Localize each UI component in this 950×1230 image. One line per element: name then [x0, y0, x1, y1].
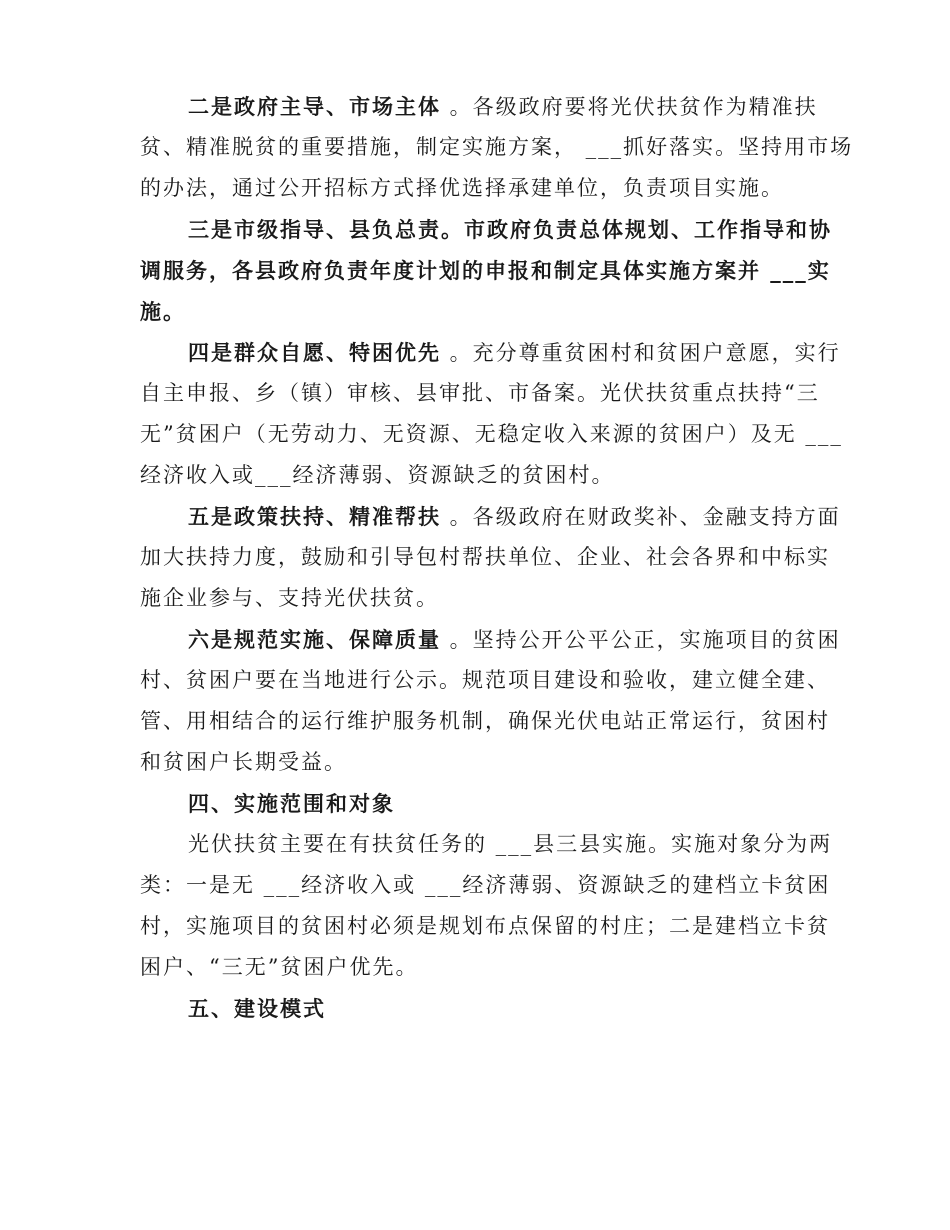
- paragraph-text: 。各级政府要将光伏扶贫作为精准扶: [441, 95, 818, 119]
- text-line: 管、用相结合的运行维护服务机制，确保光伏电站正常运行，贫困村: [140, 709, 830, 733]
- paragraph-text: 。坚持公开公平公正，实施项目的贫困: [441, 628, 841, 652]
- text-line: 调服务，各县政府负责年度计划的申报和制定具体实施方案并 ___实: [140, 258, 831, 283]
- text-line: 无”贫困户（无劳动力、无资源、无稳定收入来源的贫困户）及无 ___: [140, 422, 843, 446]
- text-line: 三是市级指导、县负总责。市政府负责总体规划、工作指导和协: [188, 217, 832, 242]
- paragraph-quality-assurance: [140, 619, 841, 783]
- text-line: 自主申报、乡（镇）审核、县审批、市备案。光伏扶贫重点扶持“三: [140, 381, 820, 405]
- text-line: 贫、精准脱贫的重要措施，制定实施方案， ___抓好落实。坚持用市场: [140, 135, 854, 159]
- text-line: 经济收入或___经济薄弱、资源缺乏的贫困村。: [140, 463, 615, 487]
- paragraph-lead: 四是群众自愿、特困优先: [188, 340, 441, 365]
- paragraph-voluntary-priority: [140, 332, 843, 496]
- paragraph-scope: [140, 824, 833, 988]
- text-line: 的办法，通过公开招标方式择优选择承建单位，负责项目实施。: [140, 176, 784, 200]
- paragraph-text: 。充分尊重贫困村和贫困户意愿，实行: [441, 341, 841, 365]
- text-line: 困户、“三无”贫困户优先。: [140, 955, 419, 979]
- text-line: [140, 86, 818, 127]
- paragraph-lead: 二是政府主导、市场主体: [188, 94, 441, 119]
- text-line: [140, 496, 841, 537]
- section-heading-scope: 四、实施范围和对象: [188, 791, 395, 816]
- text-line: [140, 332, 841, 373]
- text-line: 和贫困户长期受益。: [140, 750, 347, 774]
- text-line: 加大扶持力度，鼓励和引导包村帮扶单位、企业、社会各界和中标实: [140, 545, 830, 569]
- paragraph-policy-support: [140, 496, 841, 619]
- text-line: 施。: [140, 299, 186, 324]
- paragraph-lead: 五是政策扶持、精准帮扶: [188, 504, 441, 529]
- text-line: 村，实施项目的贫困村必须是规划布点保留的村庄；二是建档立卡贫: [140, 914, 830, 938]
- paragraph-city-guidance: [140, 209, 832, 332]
- paragraph-text: 。各级政府在财政奖补、金融支持方面: [441, 505, 841, 529]
- paragraph-lead: 六是规范实施、保障质量: [188, 627, 441, 652]
- text-line: 村、贫困户要在当地进行公示。规范项目建设和验收，建立健全建、: [140, 668, 830, 692]
- paragraph-gov-led: [140, 86, 854, 209]
- document-page: [140, 86, 854, 1029]
- text-line: 类：一是无 ___经济收入或 ___经济薄弱、资源缺乏的建档立卡贫困: [140, 873, 831, 897]
- section-heading-build-mode: 五、建设模式: [188, 996, 326, 1021]
- text-line: [140, 619, 841, 660]
- text-line: 光伏扶贫主要在有扶贫任务的 ___县三县实施。实施对象分为两: [188, 832, 833, 856]
- text-line: 施企业参与、支持光伏扶贫。: [140, 586, 439, 610]
